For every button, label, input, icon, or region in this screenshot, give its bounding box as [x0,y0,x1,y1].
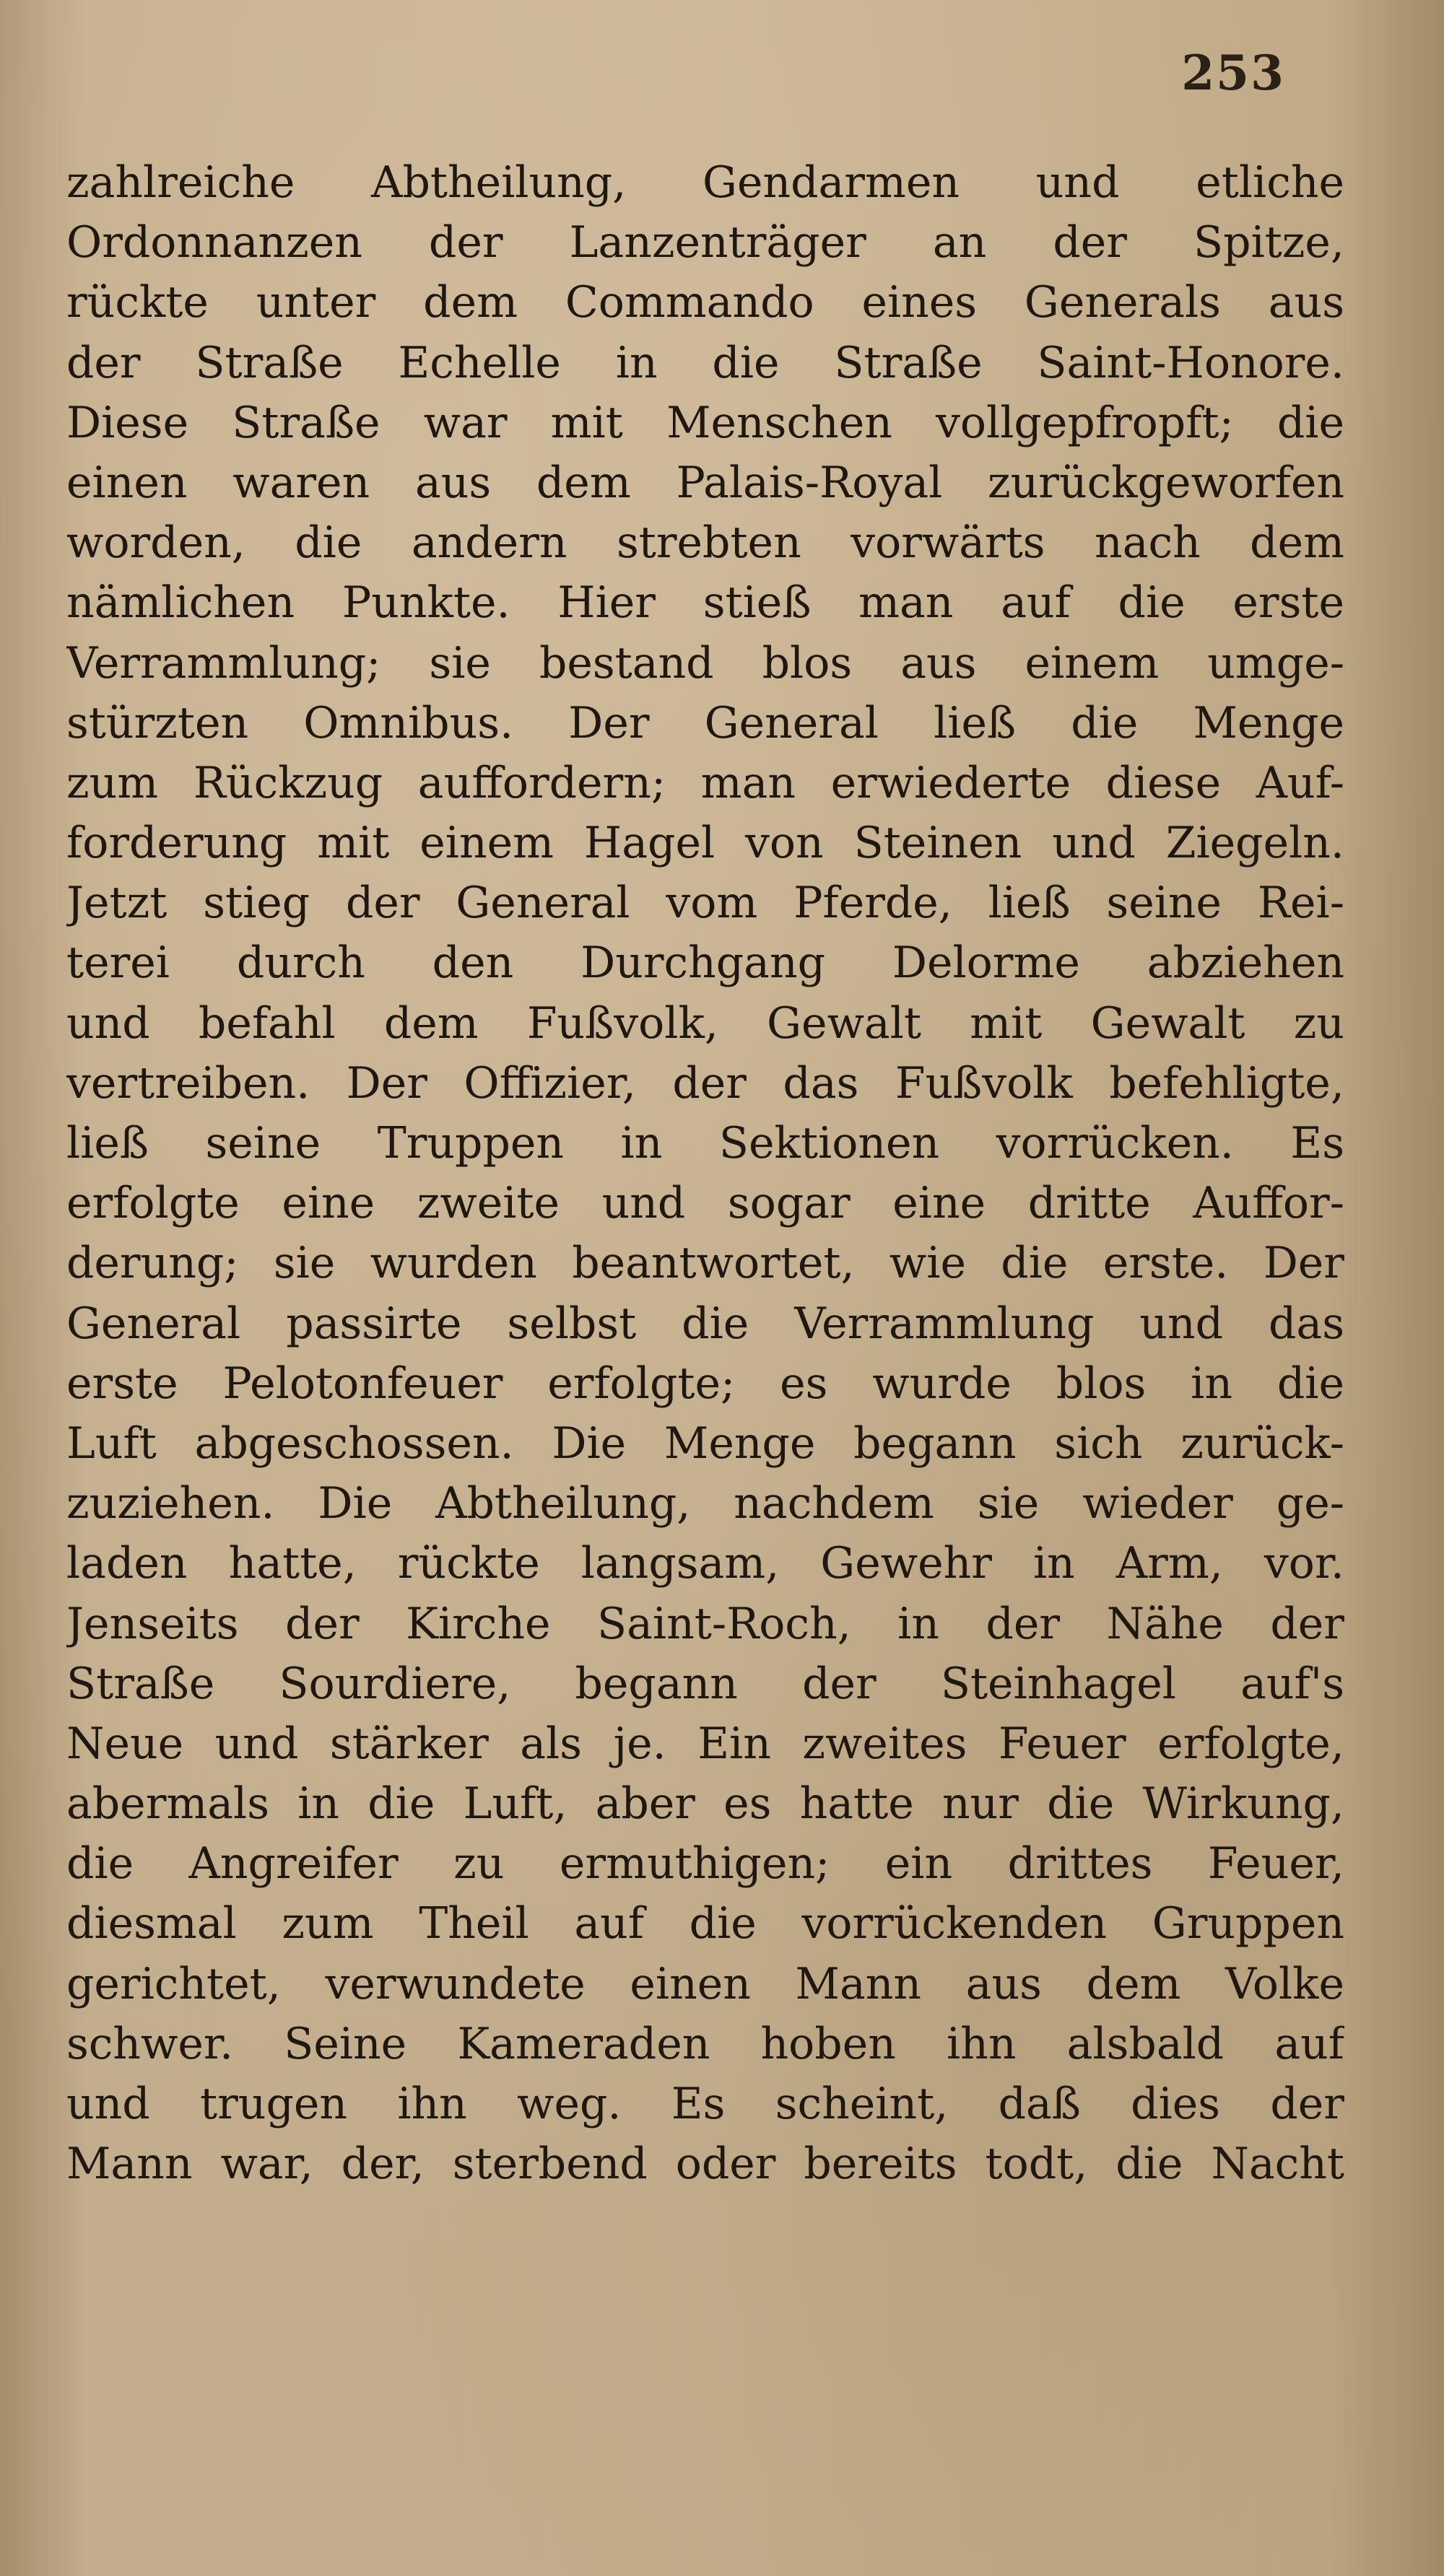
text-line: diesmal zum Theil auf die vorrückenden Gruppen [66,1898,1344,1950]
text-line: Ordonnanzen der Lanzenträger an der Spitze, [66,217,1344,268]
text-line: Luft abgeschossen. Die Menge begann sich zurück- [66,1418,1344,1469]
text-line: und trugen ihn weg. Es scheint, daß dies der [66,2079,1344,2129]
text-line: gerichtet, verwundete einen Mann aus dem Volke [66,1958,1344,2009]
body-text [66,153,1344,2194]
text-line: laden hatte, rückte langsam, Gewehr in Arm, vor. [66,1538,1344,1589]
text-line: rückte unter dem Commando eines Generals aus [66,277,1344,328]
text-line: Mann war, der, sterbend oder bereits todt, die Nacht [66,2139,1344,2190]
text-line: einen waren aus dem Palais-Royal zurückgeworfen [66,457,1344,508]
text-line: forderung mit einem Hagel von Steinen und Ziegeln. [66,818,1344,869]
text-line: General passirte selbst die Verrammlung und das [66,1298,1344,1349]
text-line: Neue und stärker als je. Ein zweites Feuer erfolgte, [66,1718,1344,1769]
text-line: schwer. Seine Kameraden hoben ihn alsbald auf [66,2018,1344,2069]
text-line: Jetzt stieg der General vom Pferde, ließ seine Rei- [66,878,1344,929]
text-line: Jenseits der Kirche Saint-Roch, in der Nähe der [66,1598,1344,1649]
text-line: die Angreifer zu ermuthigen; ein drittes Feuer, [66,1838,1344,1890]
text-line: Straße Sourdiere, begann der Steinhagel auf's [66,1658,1344,1709]
text-line: Diese Straße war mit Menschen vollgepfropft; die [66,397,1344,448]
text-line: und befahl dem Fußvolk, Gewalt mit Gewalt zu [66,997,1344,1049]
text-line: abermals in die Luft, aber es hatte nur die Wirkung, [66,1778,1344,1830]
text-line: der Straße Echelle in die Straße Saint-Honore. [66,337,1344,388]
text-line: worden, die andern strebten vorwärts nach dem [66,518,1344,569]
text-line: vertreiben. Der Offizier, der das Fußvolk befehligte, [66,1057,1344,1109]
text-line: stürzten Omnibus. Der General ließ die Menge [66,697,1344,748]
text-line: derung; sie wurden beantwortet, wie die erste. Der [66,1238,1344,1289]
text-line: zum Rückzug auffordern; man erwiederte diese Auf- [66,757,1344,808]
text-line: zahlreiche Abtheilung, Gendarmen und etliche [66,157,1344,208]
text-line: nämlichen Punkte. Hier stieß man auf die erste [66,577,1344,629]
text-line: ließ seine Truppen in Sektionen vorrücken. Es [66,1118,1344,1169]
text-line: erfolgte eine zweite und sogar eine dritte Auffor- [66,1178,1344,1229]
page-number: 253 [1181,45,1285,101]
text-line: erste Pelotonfeuer erfolgte; es wurde blos in die [66,1358,1344,1409]
text-line: Verrammlung; sie bestand blos aus einem umge- [66,637,1344,689]
text-line: zuziehen. Die Abtheilung, nachdem sie wieder ge- [66,1478,1344,1529]
text-line: terei durch den Durchgang Delorme abziehen [66,938,1344,989]
